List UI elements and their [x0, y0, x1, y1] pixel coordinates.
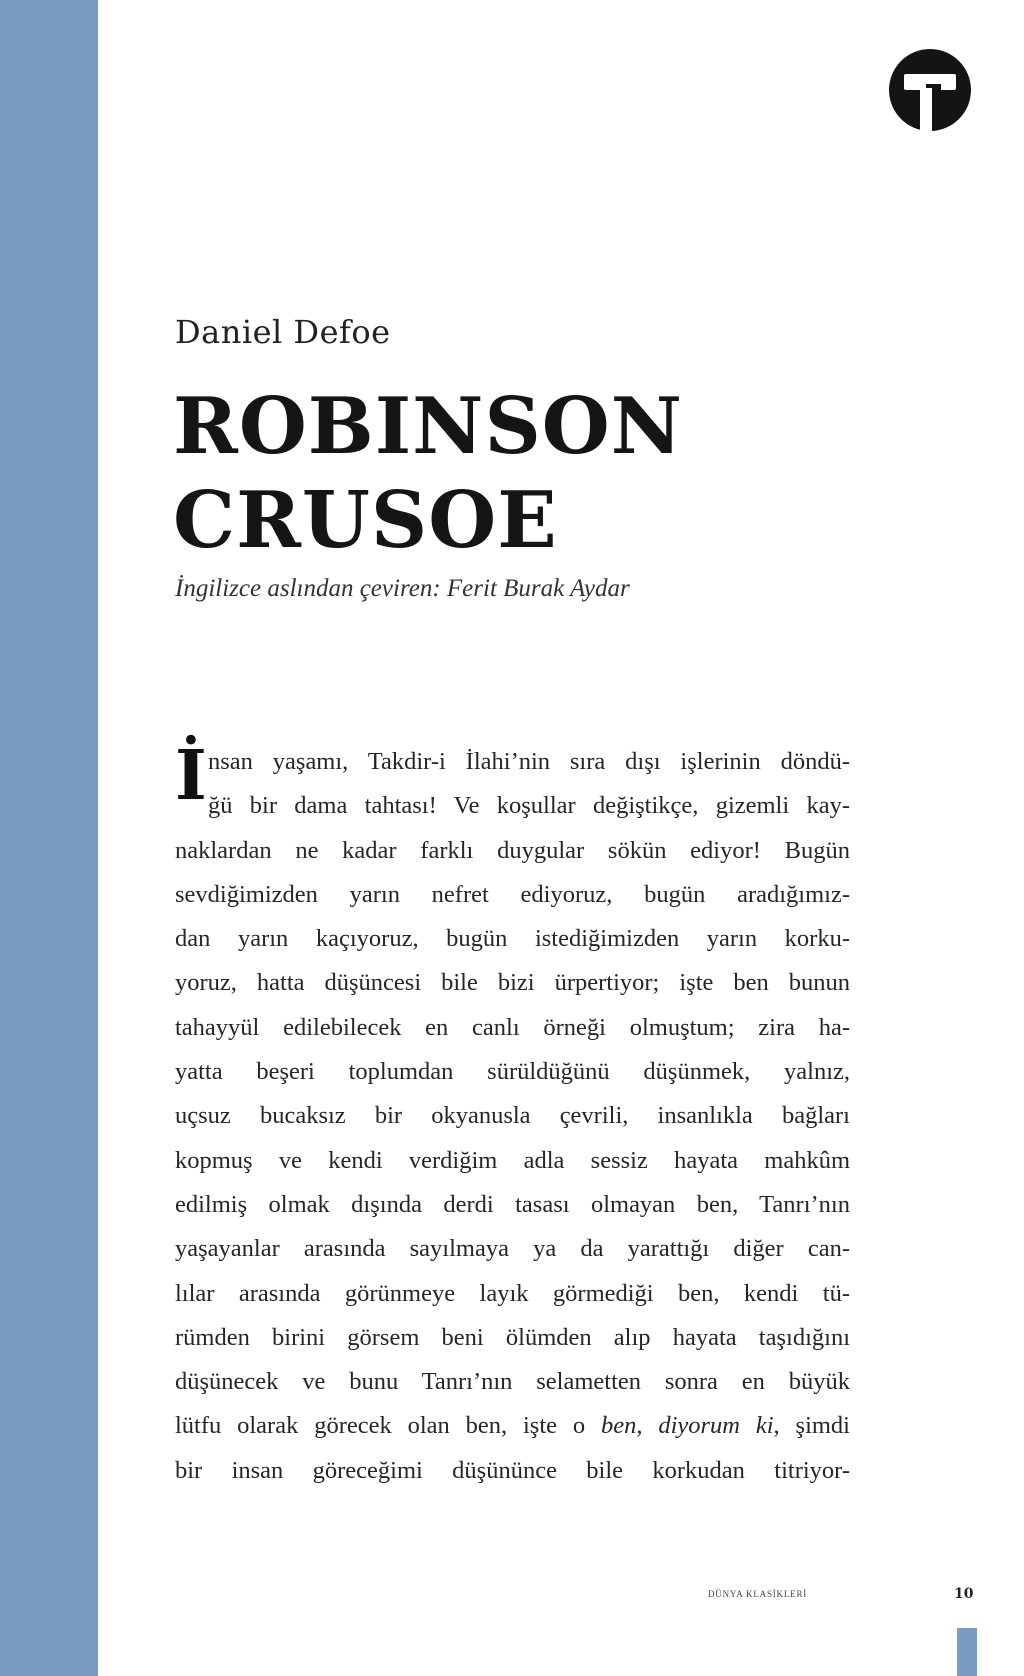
- text-line: yatta beşeri toplumdan sürüldüğünü düşünmek, yalnız,: [175, 1058, 850, 1086]
- text-line: edilmiş olmak dışında derdi tasası olmayan ben, Tanrı’nın: [175, 1190, 850, 1218]
- translator-credit: İngilizce aslından çeviren: Ferit Burak Aydar: [175, 575, 630, 602]
- text-line: sevdiğimizden yarın nefret ediyoruz, bugün aradığımız-: [175, 880, 850, 908]
- text-line: tahayyül edilebilecek en canlı örneği olmuştum; zira ha-: [175, 1013, 850, 1041]
- text-line: rümden birini görsem beni ölümden alıp hayata taşıdığını: [175, 1323, 850, 1351]
- text-segment: , şimdi: [773, 1412, 850, 1440]
- page-edge-tab: [957, 1628, 977, 1676]
- text-line: ğü bir dama tahtası! Ve koşullar değiştikçe, gizemli kay-: [208, 792, 850, 820]
- publisher-t-logo-icon: [888, 48, 972, 132]
- title-line-1: ROBINSON: [173, 381, 684, 472]
- text-line: lılar arasında görünmeye layık görmediği ben, kendi tü-: [175, 1279, 850, 1307]
- text-line: yaşayanlar arasında sayılmaya ya da yarattığı diğer can-: [175, 1235, 850, 1263]
- text-line: bir insan göreceğimi düşününce bile korkudan titriyor-: [175, 1456, 850, 1484]
- text-line: uçsuz bucaksız bir okyanusla çevrili, insanlıkla bağları: [175, 1102, 850, 1130]
- drop-cap: [175, 736, 207, 822]
- text-line: kopmuş ve kendi verdiğim adla sessiz hayata mahkûm: [175, 1146, 850, 1174]
- text-line: düşünecek ve bunu Tanrı’nın selametten sonra en büyük: [175, 1368, 850, 1396]
- page-number: 10: [954, 1586, 974, 1602]
- text-line: naklardan ne kadar farklı duygular sökün ediyor! Bugün: [175, 836, 850, 864]
- body-text: [175, 736, 850, 1493]
- spine-stripe: [0, 0, 98, 1676]
- text-line: yoruz, hatta düşüncesi bile bizi ürpertiyor; işte ben bunun: [175, 969, 850, 997]
- series-name: DÜNYA KLASİKLERİ: [708, 1589, 808, 1599]
- book-title: [173, 380, 683, 568]
- text-line: nsan yaşamı, Takdir-i İlahi’nin sıra dışı işlerinin döndü-: [208, 748, 850, 775]
- author-name: Daniel Defoe: [175, 313, 391, 351]
- drop-cap-letter: İ: [175, 736, 207, 816]
- publisher-logo: [888, 48, 972, 132]
- title-line-2: CRUSOE: [173, 475, 558, 566]
- text-emphasis: ben, diyorum ki: [600, 1412, 774, 1440]
- text-line: dan yarın kaçıyoruz, bugün istediğimizden yarın korku-: [175, 925, 850, 953]
- text-line-mixed: [175, 1404, 850, 1448]
- text-segment: lütfu olarak görecek olan ben, işte o: [175, 1412, 601, 1440]
